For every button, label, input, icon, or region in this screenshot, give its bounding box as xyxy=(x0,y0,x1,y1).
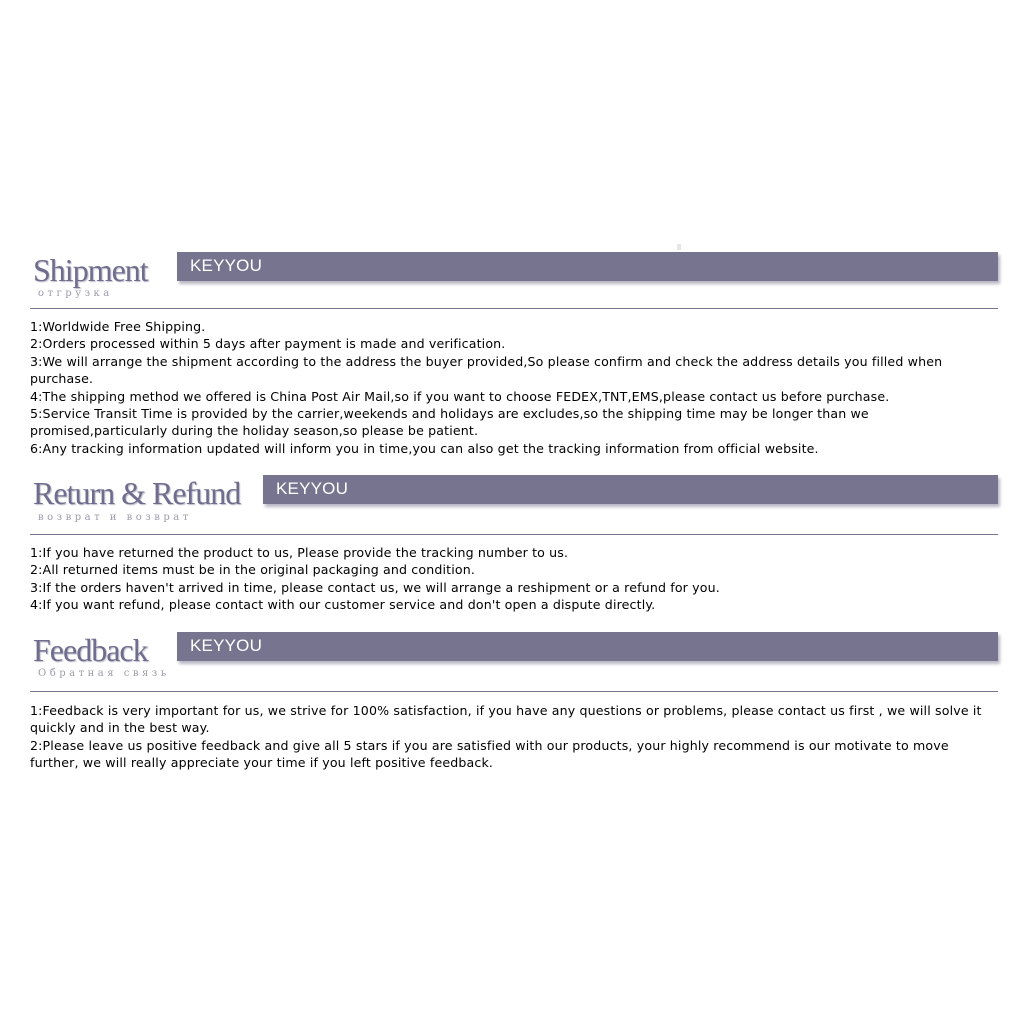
shipment-item: 3:We will arrange the shipment according to the address the buyer provided,So please confirm and check the address details you filled when purchase. xyxy=(30,353,943,387)
shipment-title: Shipment xyxy=(33,252,148,288)
refund-section xyxy=(30,475,998,613)
shipment-item: 1:Worldwide Free Shipping. xyxy=(30,319,206,334)
shipment-brand: KEYYOU xyxy=(190,256,263,275)
refund-item: 3:If the orders haven't arrived in time, please contact us, we will arrange a reshipment or a refund for you. xyxy=(30,579,720,595)
refund-brand: KEYYOU xyxy=(276,479,349,498)
refund-item: 1:If you have returned the product to us, Please provide the tracking number to us. xyxy=(30,545,569,560)
shipment-heading xyxy=(30,252,998,302)
feedback-divider xyxy=(30,691,998,692)
refund-list xyxy=(30,544,998,614)
feedback-subtitle: Обратная связь xyxy=(38,668,170,679)
shipment-item: 4:The shipping method we offered is China Post Air Mail,so if you want to choose FEDEX,TNT,EMS,please contact us before purchase. xyxy=(30,388,890,404)
refund-title: Return & Refund xyxy=(33,475,241,511)
shipment-subtitle: отгрузка xyxy=(38,288,113,299)
feedback-brand: KEYYOU xyxy=(190,636,263,655)
shipment-divider xyxy=(30,308,998,309)
refund-divider xyxy=(30,534,998,535)
refund-item: 4:If you want refund, please contact with our customer service and don't open a dispute directly. xyxy=(30,597,656,613)
feedback-heading xyxy=(30,632,998,682)
shipment-item: 5:Service Transit Time is provided by the carrier,weekends and holidays are excludes,so the shipping time may be longer than we promised,particularly during the holiday season,so please be patient. xyxy=(30,406,869,439)
refund-subtitle: возврат и возврат xyxy=(38,512,192,523)
refund-item: 2:All returned items must be in the original packaging and condition. xyxy=(30,562,476,578)
stray-mark xyxy=(677,244,681,250)
feedback-item: 2:Please leave us positive feedback and give all 5 stars if you are satisfied with our products, your highly recommend is our motivate to move further, we will really appreciate your time if you left positive feedback. xyxy=(30,737,949,771)
shipment-banner xyxy=(177,252,998,281)
feedback-section xyxy=(30,632,998,771)
shipment-item: 6:Any tracking information updated will inform you in time,you can also get the tracking information from official website. xyxy=(30,440,819,456)
refund-heading xyxy=(30,475,998,525)
refund-banner xyxy=(263,475,998,504)
feedback-banner xyxy=(177,632,998,661)
feedback-item: 1:Feedback is very important for us, we strive for 100% satisfaction, if you have any questions or problems, please contact us first , we will solve it quickly and in the best way. xyxy=(30,703,982,736)
shipment-item: 2:Orders processed within 5 days after payment is made and verification. xyxy=(30,336,506,352)
shipment-section xyxy=(30,252,998,456)
feedback-title: Feedback xyxy=(33,632,148,668)
shipment-list xyxy=(30,318,998,457)
feedback-list xyxy=(30,702,998,772)
